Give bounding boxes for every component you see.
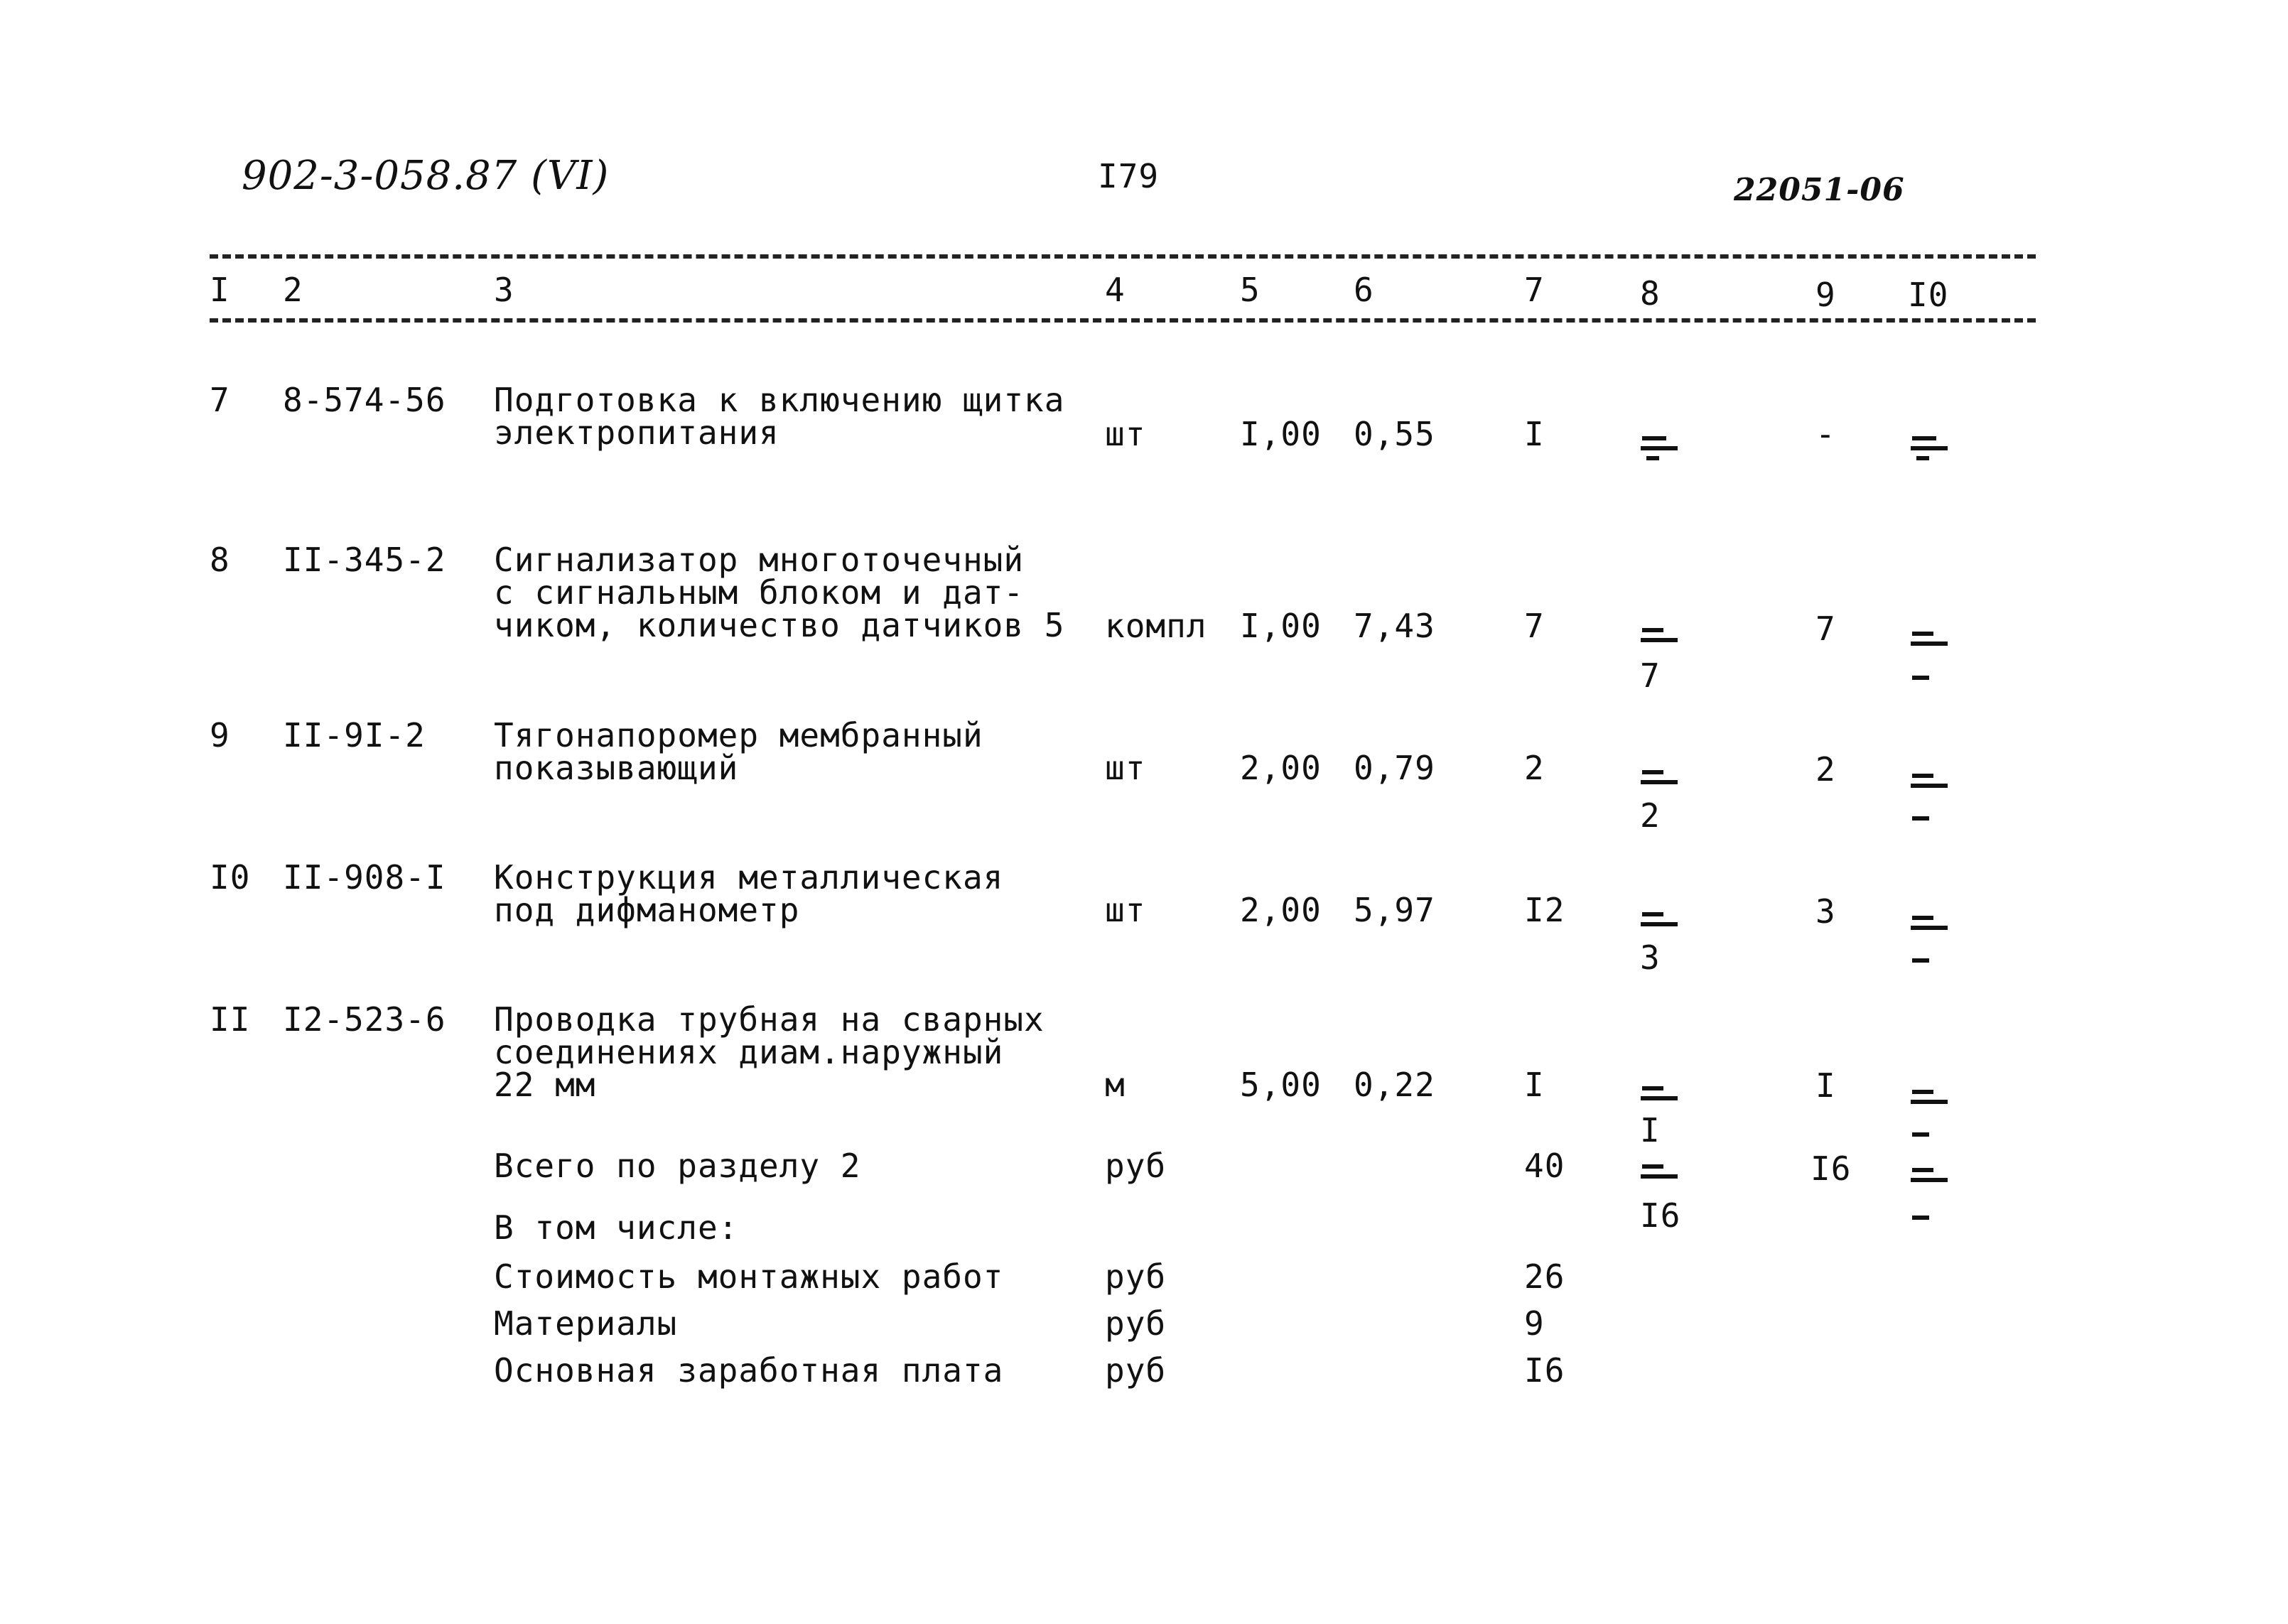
- row-unit: м: [1105, 1066, 1126, 1104]
- row-rate: 0,79: [1354, 749, 1435, 787]
- row-name-line: 22 мм: [494, 1066, 596, 1104]
- col-header-4: 4: [1105, 271, 1126, 309]
- row-name-line: Конструкция металлическая: [494, 858, 1004, 897]
- header-top-rule: [210, 254, 2036, 259]
- summary-item-unit: руб: [1105, 1351, 1167, 1390]
- dash-mark-icon: [1908, 1208, 1950, 1250]
- row-code: II-9I-2: [283, 716, 426, 754]
- ditto-mark-icon: [1638, 1158, 1680, 1201]
- row-unit: шт: [1105, 415, 1146, 453]
- row-qty: 2,00: [1240, 891, 1322, 929]
- row-qty: 5,00: [1240, 1066, 1322, 1104]
- row-qty: 2,00: [1240, 749, 1322, 787]
- dash-mark-icon: [1908, 951, 1950, 993]
- row-unit: шт: [1105, 749, 1146, 787]
- row-rate: 5,97: [1354, 891, 1435, 929]
- row-total: I: [1524, 1066, 1545, 1104]
- row-qty: I,00: [1240, 415, 1322, 453]
- section-total-col9: I6: [1811, 1149, 1852, 1188]
- row-name-line: чиком, количество датчиков 5: [494, 606, 1065, 644]
- summary-item-unit: руб: [1105, 1257, 1167, 1296]
- dash-mark-icon: [1908, 808, 1950, 851]
- row-code: I2-523-6: [283, 1000, 446, 1039]
- section-total-value: 40: [1524, 1147, 1565, 1185]
- summary-item-value: 26: [1524, 1257, 1565, 1296]
- col-header-1: I: [210, 271, 230, 309]
- row-total: I: [1524, 415, 1545, 453]
- dash-mark-icon: [1908, 1125, 1950, 1167]
- ditto-mark-icon: [1638, 430, 1680, 472]
- row-number: 7: [210, 381, 230, 419]
- ditto-mark-icon: [1908, 1162, 1950, 1204]
- col-header-7: 7: [1524, 271, 1545, 309]
- ref-number: 22051-06: [1734, 172, 1905, 208]
- row-number: I0: [210, 858, 251, 897]
- summary-item-label: Основная заработная плата: [494, 1351, 1004, 1390]
- col-header-3: 3: [494, 271, 514, 309]
- ditto-mark-icon: [1908, 430, 1950, 472]
- ditto-mark-icon: [1908, 909, 1950, 952]
- summary-item-value: I6: [1524, 1351, 1565, 1390]
- row-total: I2: [1524, 891, 1565, 929]
- row-unit: компл: [1105, 607, 1207, 645]
- row-col9: 3: [1815, 892, 1836, 931]
- col-header-2: 2: [283, 271, 303, 309]
- including-label: В том числе:: [494, 1208, 739, 1247]
- ditto-mark-icon: [1908, 1083, 1950, 1126]
- row-qty: I,00: [1240, 607, 1322, 645]
- row-name-line: электропитания: [494, 413, 779, 452]
- summary-item-unit: руб: [1105, 1304, 1167, 1343]
- row-col9: 2: [1815, 750, 1836, 789]
- row-col9: -: [1815, 415, 1836, 453]
- section-total-col8: I6: [1640, 1196, 1681, 1235]
- page-number: I79: [1098, 157, 1160, 195]
- row-name-line: соединениях диам.наружный: [494, 1033, 1004, 1071]
- row-name-line: с сигнальным блоком и дат-: [494, 573, 1025, 612]
- row-name-line: Подготовка к включению щитка: [494, 381, 1065, 419]
- row-col8-value: I: [1640, 1111, 1661, 1149]
- col-header-5: 5: [1240, 271, 1261, 309]
- row-code: 8-574-56: [283, 381, 446, 419]
- col-header-10: I0: [1908, 276, 1949, 314]
- row-name-line: под дифманометр: [494, 891, 800, 929]
- header-bottom-rule: [210, 318, 2036, 323]
- row-number: II: [210, 1000, 251, 1039]
- row-rate: 7,43: [1354, 607, 1435, 645]
- row-code: II-908-I: [283, 858, 446, 897]
- row-total: 7: [1524, 607, 1545, 645]
- summary-item-value: 9: [1524, 1304, 1545, 1343]
- dash-mark-icon: [1908, 668, 1950, 710]
- doc-code: 902-3-058.87 (VI): [242, 153, 610, 199]
- row-name-line: Тягонапоромер мембранный: [494, 716, 983, 754]
- row-rate: 0,22: [1354, 1066, 1435, 1104]
- ditto-mark-icon: [1908, 767, 1950, 810]
- section-total-label: Всего по разделу 2: [494, 1147, 861, 1185]
- row-rate: 0,55: [1354, 415, 1435, 453]
- row-col8-value: 7: [1640, 656, 1661, 695]
- row-name-line: показывающий: [494, 749, 739, 787]
- row-col8-value: 2: [1640, 796, 1661, 835]
- section-total-unit: руб: [1105, 1147, 1167, 1185]
- row-col8-value: 3: [1640, 938, 1661, 977]
- row-code: II-345-2: [283, 541, 446, 579]
- ditto-mark-icon: [1908, 625, 1950, 668]
- row-name-line: Проводка трубная на сварных: [494, 1000, 1045, 1039]
- row-name-line: Сигнализатор многоточечный: [494, 541, 1025, 579]
- row-total: 2: [1524, 749, 1545, 787]
- row-col9: 7: [1815, 610, 1836, 648]
- summary-item-label: Материалы: [494, 1304, 678, 1343]
- row-unit: шт: [1105, 891, 1146, 929]
- summary-item-label: Стоимость монтажных работ: [494, 1257, 1004, 1296]
- col-header-8: 8: [1640, 274, 1661, 313]
- row-number: 9: [210, 716, 230, 754]
- row-col9: I: [1815, 1066, 1836, 1105]
- row-number: 8: [210, 541, 230, 579]
- col-header-9: 9: [1815, 276, 1836, 314]
- col-header-6: 6: [1354, 271, 1374, 309]
